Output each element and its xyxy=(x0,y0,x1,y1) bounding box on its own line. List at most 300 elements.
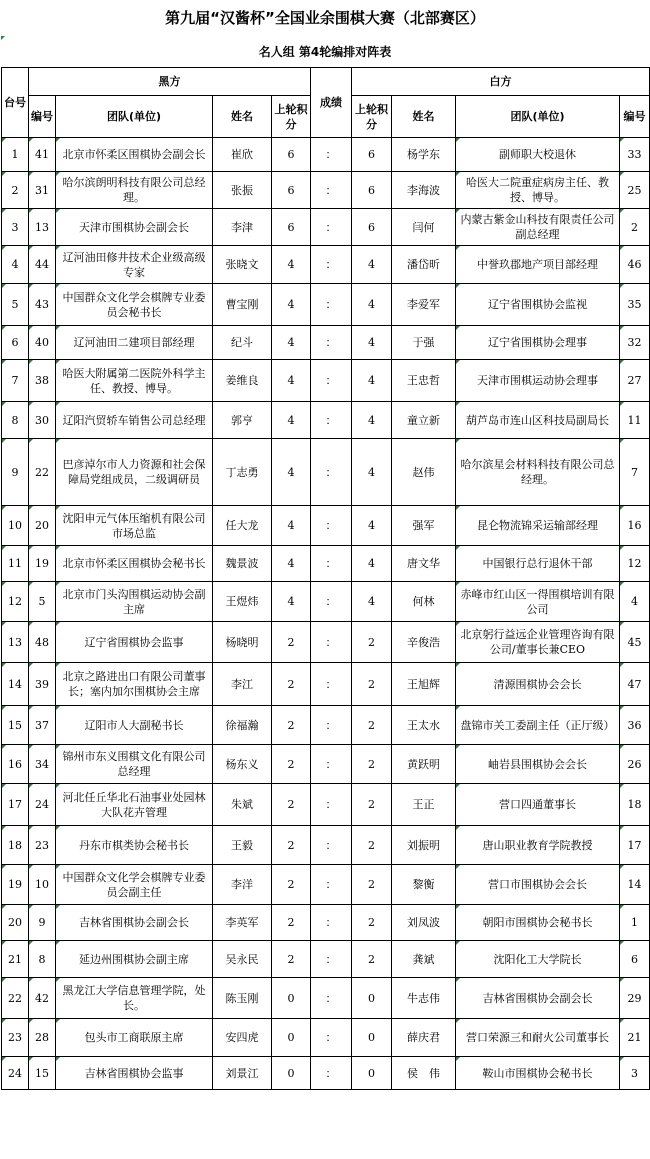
header-result: 成绩 xyxy=(311,68,352,138)
white-team-cell xyxy=(456,905,620,941)
table-row xyxy=(2,663,650,706)
black-number-text: 28 xyxy=(35,1031,49,1044)
result-cell xyxy=(311,826,352,865)
table-no-cell xyxy=(2,546,29,582)
black-name-text: 曹宝刚 xyxy=(225,298,259,311)
black-name-cell xyxy=(213,865,272,905)
black-number-cell xyxy=(29,546,56,582)
black-number-cell xyxy=(29,826,56,865)
table-no-cell xyxy=(2,784,29,826)
white-score-cell xyxy=(352,326,392,360)
cell-marker-icon xyxy=(29,622,33,626)
black-number-cell xyxy=(29,172,56,209)
black-name-cell xyxy=(213,246,272,284)
cell-marker-icon xyxy=(2,209,6,213)
white-score-text: 0 xyxy=(368,1066,375,1080)
cell-marker-icon xyxy=(2,706,6,710)
black-name-text: 陈玉刚 xyxy=(225,991,259,1005)
white-name-text: 刘凤波 xyxy=(407,916,440,929)
cell-marker-icon xyxy=(456,1019,460,1023)
table-no-cell xyxy=(2,582,29,622)
black-name-text: 丁志勇 xyxy=(225,465,259,479)
black-team-cell xyxy=(56,402,213,439)
white-number-text: 4 xyxy=(631,595,638,608)
white-name-cell xyxy=(392,1019,456,1057)
white-score-text: 6 xyxy=(368,220,375,234)
black-number-text: 39 xyxy=(35,677,49,691)
white-name-cell xyxy=(392,706,456,745)
cell-marker-icon xyxy=(56,1057,60,1061)
black-score-text: 4 xyxy=(287,336,295,349)
black-number-text: 8 xyxy=(38,952,46,966)
cell-marker-icon xyxy=(620,326,624,330)
cell-marker-icon xyxy=(56,663,60,667)
table-no-cell xyxy=(2,209,29,246)
black-name-text: 杨晓明 xyxy=(225,635,259,649)
white-number-text: 21 xyxy=(627,1031,642,1044)
white-name-cell xyxy=(392,209,456,246)
table-no-cell xyxy=(2,1019,29,1057)
black-score-cell xyxy=(272,246,311,284)
cell-marker-icon xyxy=(29,439,33,443)
black-score-cell xyxy=(272,663,311,706)
white-name-text: 李海波 xyxy=(407,183,440,197)
cell-marker-icon xyxy=(456,506,460,510)
black-number-cell xyxy=(29,706,56,745)
white-score-text: 2 xyxy=(368,878,375,891)
white-number-text: 36 xyxy=(627,718,642,732)
white-score-cell xyxy=(352,1057,392,1090)
white-team-text: 辽宁省围棋协会监视 xyxy=(488,298,587,311)
table-row xyxy=(2,826,650,865)
white-score-cell xyxy=(352,1019,392,1057)
white-score-cell xyxy=(352,941,392,978)
white-number-cell xyxy=(620,706,650,745)
table-row xyxy=(2,209,650,246)
black-team-cell xyxy=(56,663,213,706)
table-row xyxy=(2,905,650,941)
table-row xyxy=(2,439,650,506)
white-team-cell xyxy=(456,622,620,663)
white-name-cell xyxy=(392,905,456,941)
black-score-cell xyxy=(272,978,311,1019)
white-team-text: 哈尔滨星会材料科技有限公司总经理。 xyxy=(460,458,615,486)
cell-marker-icon xyxy=(29,905,33,909)
black-number-text: 9 xyxy=(38,916,46,929)
cell-marker-icon xyxy=(620,402,624,406)
cell-marker-icon xyxy=(620,138,624,142)
white-score-cell xyxy=(352,546,392,582)
result-cell xyxy=(311,209,352,246)
white-number-cell xyxy=(620,905,650,941)
white-team-text: 营口市围棋协会会长 xyxy=(488,878,587,891)
black-number-cell xyxy=(29,138,56,172)
table-no-text: 17 xyxy=(8,798,22,811)
black-score-cell xyxy=(272,1019,311,1057)
header-black-score: 上轮积分 xyxy=(272,96,311,138)
table-no-text: 4 xyxy=(11,258,19,271)
header-white-team: 团队(单位) xyxy=(456,96,620,138)
black-score-cell xyxy=(272,905,311,941)
white-number-text: 47 xyxy=(627,677,642,691)
header-white-num: 编号 xyxy=(620,96,650,138)
white-number-cell xyxy=(620,826,650,865)
table-no-cell xyxy=(2,978,29,1019)
result-cell xyxy=(311,246,352,284)
white-team-text: 昆仑物流锦采运输部经理 xyxy=(477,519,598,532)
cell-marker-icon xyxy=(620,439,624,443)
white-team-text: 赤峰市红山区一得围棋培训有限公司 xyxy=(460,587,615,616)
black-name-cell xyxy=(213,506,272,546)
black-team-cell xyxy=(56,506,213,546)
cell-marker-icon xyxy=(456,172,460,176)
white-number-text: 25 xyxy=(627,183,642,197)
result-cell xyxy=(311,546,352,582)
black-number-cell xyxy=(29,326,56,360)
black-number-text: 38 xyxy=(35,374,49,387)
result-text: ： xyxy=(325,635,337,649)
black-team-text: 天津市围棋协会副会长 xyxy=(79,220,189,234)
black-name-text: 任大龙 xyxy=(225,519,259,532)
white-number-text: 14 xyxy=(627,878,642,891)
table-no-text: 22 xyxy=(8,991,22,1005)
black-team-cell xyxy=(56,784,213,826)
white-score-cell xyxy=(352,784,392,826)
white-team-text: 营口荣源三和耐火公司董事长 xyxy=(466,1031,609,1044)
black-score-text: 0 xyxy=(287,991,295,1005)
white-name-text: 赵伟 xyxy=(412,465,435,479)
white-score-text: 4 xyxy=(368,595,375,608)
black-score-cell xyxy=(272,706,311,745)
black-name-cell xyxy=(213,284,272,326)
black-team-cell xyxy=(56,360,213,402)
white-score-cell xyxy=(352,706,392,745)
white-name-cell xyxy=(392,546,456,582)
black-team-text: 沈阳申元气体压缩机有限公司市场总监 xyxy=(62,511,206,540)
black-score-text: 4 xyxy=(287,519,295,532)
cell-marker-icon xyxy=(56,905,60,909)
black-team-text: 辽阳汽贸轿车销售公司总经理 xyxy=(62,413,206,427)
black-team-text: 黑龙江大学信息管理学院，处长。 xyxy=(62,984,206,1012)
black-name-text: 张振 xyxy=(231,183,253,197)
black-team-cell xyxy=(56,246,213,284)
cell-marker-icon xyxy=(456,326,460,330)
black-score-cell xyxy=(272,360,311,402)
white-score-cell xyxy=(352,622,392,663)
black-name-text: 王煜炜 xyxy=(225,595,259,608)
black-name-text: 李江 xyxy=(231,677,253,691)
white-team-text: 唐山职业教育学院教授 xyxy=(482,838,593,852)
black-team-text: 巴彦淖尔市人力资源和社会保障局党组成员，二级调研员 xyxy=(62,458,206,486)
black-number-text: 42 xyxy=(35,991,49,1005)
cell-marker-icon xyxy=(620,284,624,288)
black-score-cell xyxy=(272,402,311,439)
white-team-text: 盘锦市关工委副主任（正厅级） xyxy=(460,718,615,732)
white-score-text: 4 xyxy=(368,557,375,570)
black-number-cell xyxy=(29,402,56,439)
black-number-text: 44 xyxy=(35,258,49,271)
cell-marker-icon xyxy=(620,784,624,788)
cell-marker-icon xyxy=(29,706,33,710)
cell-marker-icon xyxy=(620,1019,624,1023)
black-score-text: 6 xyxy=(287,183,295,197)
black-score-text: 4 xyxy=(287,557,295,570)
white-number-text: 1 xyxy=(631,916,638,929)
black-score-cell xyxy=(272,506,311,546)
white-team-cell xyxy=(456,439,620,506)
corner-marker-icon xyxy=(1,36,5,40)
black-number-text: 10 xyxy=(35,878,49,891)
white-name-text: 杨学东 xyxy=(407,148,440,161)
black-number-cell xyxy=(29,978,56,1019)
table-no-cell xyxy=(2,826,29,865)
black-number-cell xyxy=(29,209,56,246)
black-score-text: 2 xyxy=(287,718,295,732)
white-score-cell xyxy=(352,172,392,209)
black-name-cell xyxy=(213,978,272,1019)
white-name-text: 王太水 xyxy=(407,718,440,732)
cell-marker-icon xyxy=(456,663,460,667)
cell-marker-icon xyxy=(56,172,60,176)
black-name-cell xyxy=(213,1019,272,1057)
black-number-cell xyxy=(29,941,56,978)
black-number-cell xyxy=(29,865,56,905)
cell-marker-icon xyxy=(2,402,6,406)
black-team-cell xyxy=(56,941,213,978)
black-score-cell xyxy=(272,284,311,326)
table-no-cell xyxy=(2,402,29,439)
white-team-text: 沈阳化工大学院长 xyxy=(493,952,582,966)
table-row xyxy=(2,402,650,439)
white-team-text: 中国银行总行退休干部 xyxy=(482,557,593,570)
white-name-cell xyxy=(392,622,456,663)
black-score-text: 4 xyxy=(287,595,295,608)
cell-marker-icon xyxy=(29,402,33,406)
cell-marker-icon xyxy=(456,784,460,788)
header-table-no: 台号 xyxy=(2,68,29,138)
white-team-cell xyxy=(456,784,620,826)
cell-marker-icon xyxy=(56,865,60,869)
black-number-text: 24 xyxy=(35,798,49,811)
table-row xyxy=(2,1019,650,1057)
cell-marker-icon xyxy=(56,784,60,788)
black-number-text: 48 xyxy=(35,635,49,649)
table-no-text: 24 xyxy=(8,1066,22,1080)
white-team-text: 副师职大校退休 xyxy=(499,148,576,161)
white-team-text: 内蒙古紫金山科技有限责任公司副总经理 xyxy=(460,213,615,241)
black-name-text: 安四虎 xyxy=(225,1031,259,1044)
black-team-text: 哈医大附属第二医院外科学主任、教授、博导。 xyxy=(62,366,206,395)
white-score-cell xyxy=(352,246,392,284)
white-number-cell xyxy=(620,172,650,209)
table-no-cell xyxy=(2,360,29,402)
black-score-cell xyxy=(272,582,311,622)
result-text: ： xyxy=(325,1031,337,1044)
white-number-cell xyxy=(620,246,650,284)
white-team-text: 天津市围棋运动协会理事 xyxy=(477,374,598,387)
table-no-cell xyxy=(2,246,29,284)
white-team-cell xyxy=(456,209,620,246)
white-score-cell xyxy=(352,360,392,402)
cell-marker-icon xyxy=(2,622,6,626)
cell-marker-icon xyxy=(456,582,460,586)
black-number-text: 41 xyxy=(35,148,49,161)
table-no-cell xyxy=(2,138,29,172)
result-text: ： xyxy=(325,374,337,387)
white-number-text: 26 xyxy=(627,757,642,771)
black-name-cell xyxy=(213,706,272,745)
white-team-cell xyxy=(456,506,620,546)
cell-marker-icon xyxy=(29,506,33,510)
cell-marker-icon xyxy=(2,978,6,982)
cell-marker-icon xyxy=(56,402,60,406)
cell-marker-icon xyxy=(29,941,33,945)
black-team-text: 延边州围棋协会副主席 xyxy=(79,952,189,966)
cell-marker-icon xyxy=(620,706,624,710)
white-name-text: 潘岱昕 xyxy=(407,258,440,271)
result-cell xyxy=(311,402,352,439)
cell-marker-icon xyxy=(2,246,6,250)
white-team-cell xyxy=(456,865,620,905)
table-row xyxy=(2,941,650,978)
white-name-text: 侯 伟 xyxy=(407,1066,440,1080)
white-name-text: 王旭辉 xyxy=(407,677,440,691)
white-number-cell xyxy=(620,506,650,546)
table-no-text: 15 xyxy=(8,718,22,732)
cell-marker-icon xyxy=(56,246,60,250)
black-name-cell xyxy=(213,209,272,246)
table-no-text: 21 xyxy=(8,952,22,966)
black-number-cell xyxy=(29,582,56,622)
white-score-cell xyxy=(352,865,392,905)
white-number-text: 18 xyxy=(627,798,642,811)
black-name-cell xyxy=(213,402,272,439)
white-name-cell xyxy=(392,1057,456,1090)
black-score-cell xyxy=(272,784,311,826)
black-team-cell xyxy=(56,326,213,360)
table-no-cell xyxy=(2,172,29,209)
cell-marker-icon xyxy=(2,941,6,945)
cell-marker-icon xyxy=(456,439,460,443)
white-team-cell xyxy=(456,360,620,402)
black-team-cell xyxy=(56,138,213,172)
cell-marker-icon xyxy=(620,622,624,626)
black-score-text: 4 xyxy=(287,465,295,479)
white-number-text: 7 xyxy=(631,465,638,479)
white-team-text: 北京躬行益远企业管理咨询有限公司/董事长兼CEO xyxy=(460,628,615,656)
white-score-text: 0 xyxy=(368,991,375,1005)
black-team-text: 吉林省围棋协会副会长 xyxy=(79,916,189,929)
cell-marker-icon xyxy=(56,1019,60,1023)
white-team-text: 葫芦岛市连山区科技局副局长 xyxy=(466,413,609,427)
white-score-text: 2 xyxy=(368,635,375,649)
white-name-text: 强军 xyxy=(412,519,435,532)
white-number-cell xyxy=(620,941,650,978)
cell-marker-icon xyxy=(456,246,460,250)
cell-marker-icon xyxy=(456,978,460,982)
white-number-cell xyxy=(620,784,650,826)
white-number-cell xyxy=(620,360,650,402)
table-row xyxy=(2,172,650,209)
cell-marker-icon xyxy=(456,865,460,869)
white-number-cell xyxy=(620,1057,650,1090)
white-score-text: 4 xyxy=(368,336,375,349)
white-score-text: 4 xyxy=(368,465,375,479)
white-name-cell xyxy=(392,745,456,784)
black-score-text: 4 xyxy=(287,413,295,427)
cell-marker-icon xyxy=(56,826,60,830)
white-score-cell xyxy=(352,663,392,706)
table-row xyxy=(2,978,650,1019)
white-score-text: 6 xyxy=(368,148,375,161)
cell-marker-icon xyxy=(56,138,60,142)
table-no-cell xyxy=(2,706,29,745)
black-number-cell xyxy=(29,439,56,506)
black-name-text: 李英军 xyxy=(225,916,259,929)
black-score-cell xyxy=(272,439,311,506)
white-name-cell xyxy=(392,284,456,326)
result-cell xyxy=(311,865,352,905)
black-number-text: 40 xyxy=(35,336,49,349)
cell-marker-icon xyxy=(456,905,460,909)
white-name-text: 闫何 xyxy=(412,220,435,234)
cell-marker-icon xyxy=(2,826,6,830)
cell-marker-icon xyxy=(456,138,460,142)
cell-marker-icon xyxy=(2,326,6,330)
white-team-text: 岫岩县围棋协会会长 xyxy=(488,757,587,771)
table-subtitle: 名人组 第4轮编排对阵表 xyxy=(258,45,392,59)
black-score-text: 2 xyxy=(287,757,295,771)
cell-marker-icon xyxy=(29,865,33,869)
table-row xyxy=(2,546,650,582)
cell-marker-icon xyxy=(56,582,60,586)
white-number-text: 12 xyxy=(627,557,642,570)
cell-marker-icon xyxy=(29,978,33,982)
white-team-cell xyxy=(456,138,620,172)
table-no-text: 5 xyxy=(11,298,19,311)
white-score-text: 4 xyxy=(368,258,375,271)
black-score-text: 0 xyxy=(287,1031,295,1044)
table-row xyxy=(2,1057,650,1090)
cell-marker-icon xyxy=(620,246,624,250)
white-number-cell xyxy=(620,978,650,1019)
white-score-cell xyxy=(352,284,392,326)
white-number-cell xyxy=(620,402,650,439)
black-name-cell xyxy=(213,172,272,209)
cell-marker-icon xyxy=(456,622,460,626)
black-number-cell xyxy=(29,360,56,402)
table-no-text: 14 xyxy=(8,677,22,691)
white-team-text: 清源围棋协会会长 xyxy=(493,677,582,691)
black-team-cell xyxy=(56,706,213,745)
result-text: ： xyxy=(325,557,337,570)
white-number-cell xyxy=(620,209,650,246)
black-number-text: 22 xyxy=(35,465,49,479)
cell-marker-icon xyxy=(456,360,460,364)
table-row xyxy=(2,582,650,622)
cell-marker-icon xyxy=(456,209,460,213)
black-team-cell xyxy=(56,209,213,246)
black-number-text: 23 xyxy=(35,838,49,852)
result-cell xyxy=(311,663,352,706)
cell-marker-icon xyxy=(620,209,624,213)
black-name-text: 纪斗 xyxy=(231,336,253,349)
black-number-text: 43 xyxy=(35,298,49,311)
black-team-text: 吉林省围棋协会监事 xyxy=(84,1066,184,1080)
white-score-text: 0 xyxy=(368,1031,375,1044)
cell-marker-icon xyxy=(56,546,60,550)
result-cell xyxy=(311,326,352,360)
